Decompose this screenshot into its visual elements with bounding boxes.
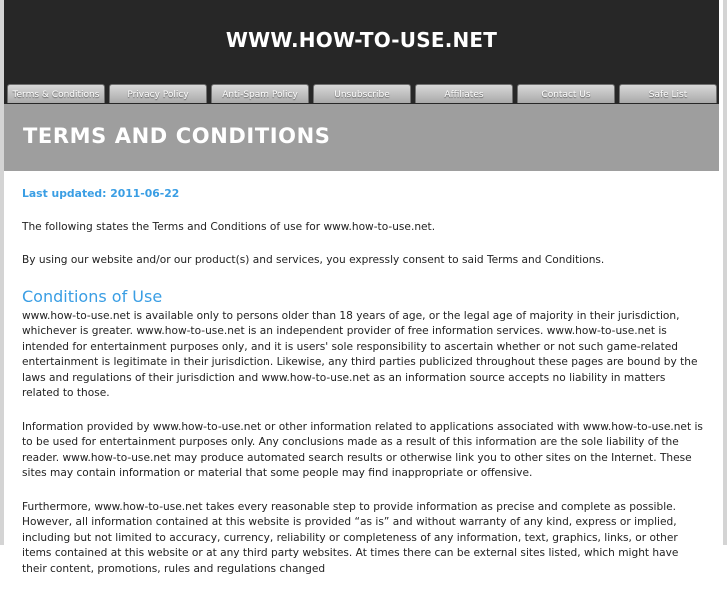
site-header (4, 0, 719, 104)
page-banner (4, 104, 719, 171)
nav-tab-contact-us[interactable]: Contact Us (517, 84, 615, 103)
nav-tab-anti-spam-policy[interactable]: Anti-Spam Policy (211, 84, 309, 103)
nav-tab-unsubscribe[interactable]: Unsubscribe (313, 84, 411, 103)
conditions-of-use-heading: Conditions of Use (22, 286, 163, 306)
site-title[interactable]: WWW.HOW-TO-USE.NET (225, 28, 498, 52)
last-updated-text: Last updated: 2011-06-22 (22, 187, 180, 200)
consent-paragraph: By using our website and/or our product(s) and services, you expressly consent to said Terms and Conditions. (22, 254, 605, 266)
nav-tab-affiliates[interactable]: Affiliates (415, 84, 513, 103)
intro-paragraph: The following states the Terms and Conditions of use for www.how-to-use.net. (22, 220, 436, 233)
nav-tab-safe-list[interactable]: Safe List (619, 84, 717, 103)
nav-tab-privacy-policy[interactable]: Privacy Policy (109, 84, 207, 103)
nav-tab-terms-conditions[interactable]: Terms & Conditions (7, 84, 105, 103)
main-nav (7, 84, 719, 104)
conditions-paragraph-3: Furthermore, www.how-to-use.net takes every reasonable step to provide information as precise and complete as possible. However, all information contained at this website is provided “as is” and without warranty of any kind, express or implied, including but not limited to accuracy, currency, reliability or completeness of any information, text, graphics, links, or other items contained at this website or at any third party websites. At times there can be external sites listed, which might have their content, promotions, rules and regulations changed (22, 500, 679, 575)
page-title: TERMS AND CONDITIONS (23, 124, 331, 148)
page-border-right (723, 0, 727, 545)
conditions-paragraph-1: www.how-to-use.net is available only to persons older than 18 years of age, or the legal age of majority in their jurisdiction, whichever is greater. www.how-to-use.net is an independent provider of free information services. www.how-to-use.net is intended for entertainment purposes only, and it is users' sole responsibility to ascertain whether or not such game-related entertainment is legitimate in their jurisdiction. Likewise, any third parties publicized throughout these pages are bound by the laws and regulations of their jurisdiction and www.how-to-use.net as an information source accepts no liability in matters related to those. (22, 309, 698, 399)
main-content (22, 186, 704, 595)
conditions-paragraph-2: Information provided by www.how-to-use.net or other information related to applications associated with www.how-to-use.net is to be used for entertainment purposes only. Any conclusions made as a result of this information are the sole liability of the reader. www.how-to-use.net may produce automated search results or otherwise link you to other sites on the Internet. These sites may contain information or material that some people may find inappropriate or offensive. (22, 420, 703, 479)
